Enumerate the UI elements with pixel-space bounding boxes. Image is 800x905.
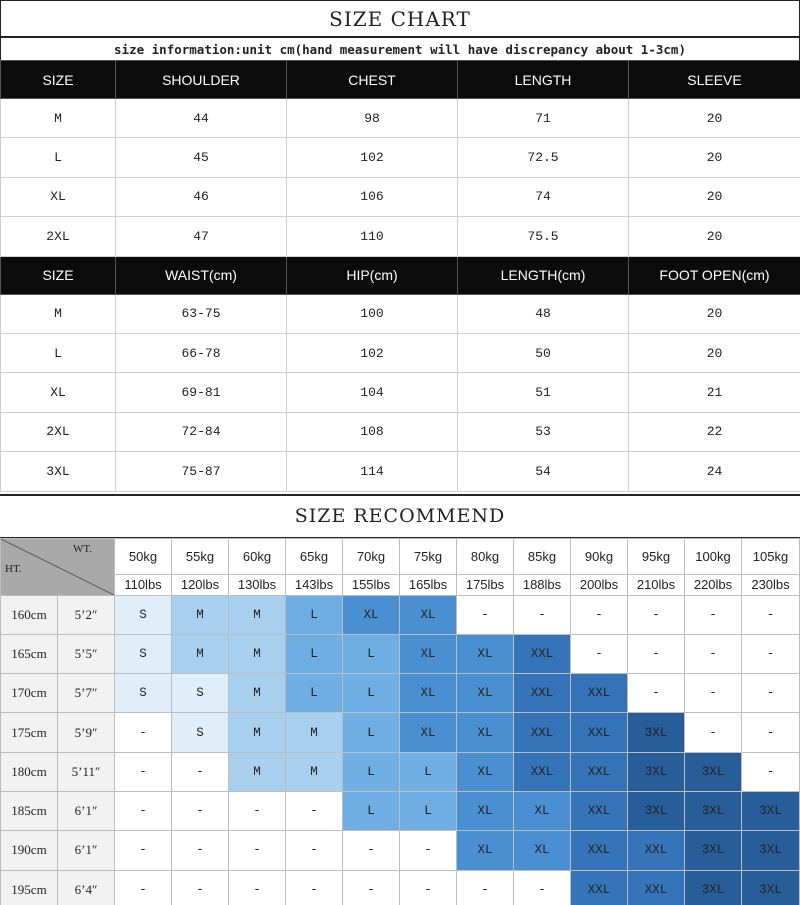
recommended-size-cell: S bbox=[115, 595, 172, 634]
recommended-size-cell: - bbox=[628, 674, 685, 713]
weight-lb-header: 175lbs bbox=[457, 574, 514, 595]
table-cell: 22 bbox=[629, 412, 800, 451]
weight-lb-header: 188lbs bbox=[514, 574, 571, 595]
column-header: SLEEVE bbox=[629, 61, 800, 99]
recommended-size-cell: XL bbox=[457, 831, 514, 870]
recommended-size-cell: L bbox=[343, 752, 400, 791]
height-cm-label: 195cm bbox=[1, 870, 58, 905]
column-header: FOOT OPEN(cm) bbox=[629, 256, 800, 294]
height-row bbox=[1, 870, 800, 905]
recommended-size-cell: - bbox=[514, 595, 571, 634]
tops-size-row bbox=[1, 138, 800, 177]
pants-size-row bbox=[1, 452, 800, 491]
table-cell: 74 bbox=[458, 177, 629, 216]
weight-kg-header: 60kg bbox=[229, 538, 286, 574]
weight-kg-header: 80kg bbox=[457, 538, 514, 574]
weight-kg-header: 85kg bbox=[514, 538, 571, 574]
weight-lb-row bbox=[1, 574, 800, 595]
recommended-size-cell: 3XL bbox=[628, 792, 685, 831]
table-cell: 98 bbox=[287, 99, 458, 138]
weight-lb-header: 165lbs bbox=[400, 574, 457, 595]
recommended-size-cell: M bbox=[229, 634, 286, 673]
recommended-size-cell: M bbox=[286, 752, 343, 791]
recommended-size-cell: L bbox=[400, 752, 457, 791]
recommended-size-cell: - bbox=[286, 831, 343, 870]
recommended-size-cell: - bbox=[286, 870, 343, 905]
recommended-size-cell: XXL bbox=[571, 831, 628, 870]
table-cell: 104 bbox=[287, 373, 458, 412]
recommended-size-cell: - bbox=[115, 870, 172, 905]
table-cell: 108 bbox=[287, 412, 458, 451]
height-cm-label: 170cm bbox=[1, 674, 58, 713]
recommended-size-cell: XXL bbox=[571, 792, 628, 831]
recommended-size-cell: - bbox=[172, 792, 229, 831]
weight-kg-header: 95kg bbox=[628, 538, 685, 574]
weight-kg-header: 65kg bbox=[286, 538, 343, 574]
recommended-size-cell: - bbox=[343, 870, 400, 905]
weight-lb-header: 130lbs bbox=[229, 574, 286, 595]
recommended-size-cell: - bbox=[229, 870, 286, 905]
recommended-size-cell: XXL bbox=[628, 831, 685, 870]
tops-size-row bbox=[1, 177, 800, 216]
recommended-size-cell: 3XL bbox=[742, 870, 800, 905]
recommended-size-cell: L bbox=[286, 634, 343, 673]
recommended-size-cell: 3XL bbox=[685, 752, 742, 791]
recommended-size-cell: - bbox=[742, 595, 800, 634]
recommended-size-cell: M bbox=[229, 713, 286, 752]
table-cell: 20 bbox=[629, 294, 800, 333]
table-cell: 2XL bbox=[1, 217, 116, 256]
table-cell: 110 bbox=[287, 217, 458, 256]
recommended-size-cell: - bbox=[115, 831, 172, 870]
recommended-size-cell: XL bbox=[457, 634, 514, 673]
table-cell: 20 bbox=[629, 99, 800, 138]
recommended-size-cell: L bbox=[343, 713, 400, 752]
recommended-size-cell: S bbox=[115, 674, 172, 713]
recommended-size-cell: XXL bbox=[514, 752, 571, 791]
table-cell: 2XL bbox=[1, 412, 116, 451]
recommended-size-cell: - bbox=[400, 831, 457, 870]
height-ft-label: 5’11″ bbox=[58, 752, 115, 791]
weight-lb-header: 155lbs bbox=[343, 574, 400, 595]
size-measurement-table bbox=[0, 60, 800, 492]
pants-header-row bbox=[1, 256, 800, 294]
height-row bbox=[1, 752, 800, 791]
weight-lb-header: 110lbs bbox=[115, 574, 172, 595]
recommended-size-cell: XL bbox=[514, 792, 571, 831]
recommended-size-cell: - bbox=[742, 674, 800, 713]
height-ft-label: 6’1″ bbox=[58, 831, 115, 870]
table-cell: 46 bbox=[116, 177, 287, 216]
recommended-size-cell: XXL bbox=[571, 870, 628, 905]
recommended-size-cell: - bbox=[115, 752, 172, 791]
recommended-size-cell: S bbox=[172, 674, 229, 713]
recommended-size-cell: M bbox=[229, 595, 286, 634]
recommended-size-cell: M bbox=[172, 634, 229, 673]
pants-size-row bbox=[1, 294, 800, 333]
height-ft-label: 6’1″ bbox=[58, 792, 115, 831]
recommended-size-cell: XL bbox=[457, 713, 514, 752]
recommended-size-cell: XL bbox=[400, 674, 457, 713]
recommended-size-cell: 3XL bbox=[628, 752, 685, 791]
table-cell: M bbox=[1, 99, 116, 138]
recommended-size-cell: - bbox=[685, 674, 742, 713]
recommended-size-cell: XL bbox=[400, 713, 457, 752]
table-cell: 54 bbox=[458, 452, 629, 491]
recommended-size-cell: XXL bbox=[628, 870, 685, 905]
column-header: CHEST bbox=[287, 61, 458, 99]
height-row bbox=[1, 713, 800, 752]
recommended-size-cell: - bbox=[685, 634, 742, 673]
recommended-size-cell: - bbox=[457, 595, 514, 634]
table-cell: XL bbox=[1, 177, 116, 216]
table-cell: 24 bbox=[629, 452, 800, 491]
table-cell: 106 bbox=[287, 177, 458, 216]
height-ft-label: 5’5″ bbox=[58, 634, 115, 673]
recommended-size-cell: - bbox=[115, 792, 172, 831]
height-row bbox=[1, 674, 800, 713]
recommended-size-cell: - bbox=[115, 713, 172, 752]
recommended-size-cell: - bbox=[628, 634, 685, 673]
recommended-size-cell: - bbox=[742, 713, 800, 752]
recommended-size-cell: XL bbox=[457, 752, 514, 791]
recommended-size-cell: - bbox=[514, 870, 571, 905]
size-recommend-title: SIZE RECOMMEND bbox=[0, 494, 800, 538]
recommended-size-cell: 3XL bbox=[628, 713, 685, 752]
height-row bbox=[1, 634, 800, 673]
column-header: LENGTH bbox=[458, 61, 629, 99]
table-cell: 44 bbox=[116, 99, 287, 138]
height-ft-label: 5’7″ bbox=[58, 674, 115, 713]
recommended-size-cell: L bbox=[286, 595, 343, 634]
table-cell: 20 bbox=[629, 177, 800, 216]
recommended-size-cell: XL bbox=[400, 595, 457, 634]
weight-kg-header: 70kg bbox=[343, 538, 400, 574]
weight-height-corner bbox=[1, 538, 115, 595]
recommended-size-cell: XL bbox=[457, 792, 514, 831]
recommended-size-cell: - bbox=[172, 831, 229, 870]
height-ft-label: 5’2″ bbox=[58, 595, 115, 634]
recommended-size-cell: XL bbox=[514, 831, 571, 870]
table-cell: 47 bbox=[116, 217, 287, 256]
recommended-size-cell: M bbox=[172, 595, 229, 634]
tops-header-row bbox=[1, 61, 800, 99]
table-cell: 20 bbox=[629, 333, 800, 372]
column-header: SHOULDER bbox=[116, 61, 287, 99]
table-cell: 69-81 bbox=[116, 373, 287, 412]
recommended-size-cell: XXL bbox=[514, 634, 571, 673]
weight-kg-header: 105kg bbox=[742, 538, 800, 574]
recommended-size-cell: 3XL bbox=[742, 831, 800, 870]
recommended-size-cell: S bbox=[115, 634, 172, 673]
recommended-size-cell: L bbox=[343, 792, 400, 831]
recommended-size-cell: M bbox=[229, 674, 286, 713]
table-cell: 48 bbox=[458, 294, 629, 333]
column-header: HIP(cm) bbox=[287, 256, 458, 294]
weight-kg-row bbox=[1, 538, 800, 574]
table-cell: 100 bbox=[287, 294, 458, 333]
weight-lb-header: 210lbs bbox=[628, 574, 685, 595]
height-cm-label: 160cm bbox=[1, 595, 58, 634]
recommended-size-cell: M bbox=[286, 713, 343, 752]
recommended-size-cell: XXL bbox=[571, 674, 628, 713]
recommended-size-cell: XXL bbox=[571, 752, 628, 791]
recommended-size-cell: - bbox=[172, 752, 229, 791]
table-cell: 114 bbox=[287, 452, 458, 491]
weight-kg-header: 55kg bbox=[172, 538, 229, 574]
recommended-size-cell: 3XL bbox=[685, 831, 742, 870]
table-cell: XL bbox=[1, 373, 116, 412]
table-cell: 102 bbox=[287, 138, 458, 177]
table-cell: 72-84 bbox=[116, 412, 287, 451]
recommended-size-cell: - bbox=[571, 634, 628, 673]
pants-size-row bbox=[1, 373, 800, 412]
recommended-size-cell: XXL bbox=[571, 713, 628, 752]
recommended-size-cell: XL bbox=[343, 595, 400, 634]
pants-size-row bbox=[1, 333, 800, 372]
table-cell: 21 bbox=[629, 373, 800, 412]
table-cell: 71 bbox=[458, 99, 629, 138]
recommended-size-cell: XL bbox=[400, 634, 457, 673]
recommended-size-cell: - bbox=[685, 713, 742, 752]
table-cell: 75.5 bbox=[458, 217, 629, 256]
weight-lb-header: 120lbs bbox=[172, 574, 229, 595]
weight-kg-header: 50kg bbox=[115, 538, 172, 574]
size-recommend-table bbox=[0, 538, 800, 905]
recommended-size-cell: - bbox=[229, 831, 286, 870]
height-ft-label: 6’4″ bbox=[58, 870, 115, 905]
table-cell: 53 bbox=[458, 412, 629, 451]
recommended-size-cell: - bbox=[229, 792, 286, 831]
table-cell: M bbox=[1, 294, 116, 333]
recommended-size-cell: 3XL bbox=[685, 870, 742, 905]
recommended-size-cell: - bbox=[457, 870, 514, 905]
recommended-size-cell: L bbox=[343, 634, 400, 673]
table-cell: 50 bbox=[458, 333, 629, 372]
height-cm-label: 180cm bbox=[1, 752, 58, 791]
recommended-size-cell: - bbox=[628, 595, 685, 634]
recommended-size-cell: - bbox=[685, 595, 742, 634]
recommended-size-cell: L bbox=[343, 674, 400, 713]
recommended-size-cell: - bbox=[172, 870, 229, 905]
recommended-size-cell: M bbox=[229, 752, 286, 791]
weight-kg-header: 100kg bbox=[685, 538, 742, 574]
column-header: WAIST(cm) bbox=[116, 256, 287, 294]
weight-kg-header: 75kg bbox=[400, 538, 457, 574]
table-cell: 75-87 bbox=[116, 452, 287, 491]
table-cell: 72.5 bbox=[458, 138, 629, 177]
height-cm-label: 175cm bbox=[1, 713, 58, 752]
table-cell: 66-78 bbox=[116, 333, 287, 372]
weight-lb-header: 143lbs bbox=[286, 574, 343, 595]
column-header: SIZE bbox=[1, 256, 116, 294]
height-row bbox=[1, 831, 800, 870]
table-cell: L bbox=[1, 333, 116, 372]
table-cell: 3XL bbox=[1, 452, 116, 491]
column-header: LENGTH(cm) bbox=[458, 256, 629, 294]
recommended-size-cell: - bbox=[742, 634, 800, 673]
recommended-size-cell: - bbox=[571, 595, 628, 634]
column-header: SIZE bbox=[1, 61, 116, 99]
corner-height-label: HT. bbox=[5, 562, 22, 575]
height-cm-label: 190cm bbox=[1, 831, 58, 870]
table-cell: L bbox=[1, 138, 116, 177]
height-cm-label: 165cm bbox=[1, 634, 58, 673]
pants-size-row bbox=[1, 412, 800, 451]
weight-lb-header: 230lbs bbox=[742, 574, 800, 595]
recommended-size-cell: XXL bbox=[514, 713, 571, 752]
table-cell: 20 bbox=[629, 138, 800, 177]
table-cell: 63-75 bbox=[116, 294, 287, 333]
table-cell: 20 bbox=[629, 217, 800, 256]
recommended-size-cell: - bbox=[286, 792, 343, 831]
tops-size-row bbox=[1, 99, 800, 138]
recommended-size-cell: S bbox=[172, 713, 229, 752]
table-cell: 51 bbox=[458, 373, 629, 412]
size-chart-title: SIZE CHART bbox=[0, 0, 800, 38]
recommended-size-cell: - bbox=[400, 870, 457, 905]
height-ft-label: 5’9″ bbox=[58, 713, 115, 752]
recommended-size-cell: 3XL bbox=[742, 792, 800, 831]
weight-kg-header: 90kg bbox=[571, 538, 628, 574]
recommended-size-cell: - bbox=[742, 752, 800, 791]
size-info-note: size information:unit cm(hand measurement will have discrepancy about 1-3cm) bbox=[0, 38, 800, 60]
weight-lb-header: 220lbs bbox=[685, 574, 742, 595]
weight-lb-header: 200lbs bbox=[571, 574, 628, 595]
recommended-size-cell: L bbox=[286, 674, 343, 713]
height-cm-label: 185cm bbox=[1, 792, 58, 831]
recommended-size-cell: L bbox=[400, 792, 457, 831]
tops-size-row bbox=[1, 217, 800, 256]
table-cell: 45 bbox=[116, 138, 287, 177]
corner-weight-label: WT. bbox=[72, 542, 92, 555]
recommended-size-cell: XL bbox=[457, 674, 514, 713]
table-cell: 102 bbox=[287, 333, 458, 372]
height-row bbox=[1, 595, 800, 634]
recommended-size-cell: XXL bbox=[514, 674, 571, 713]
recommended-size-cell: 3XL bbox=[685, 792, 742, 831]
recommended-size-cell: - bbox=[343, 831, 400, 870]
height-row bbox=[1, 792, 800, 831]
